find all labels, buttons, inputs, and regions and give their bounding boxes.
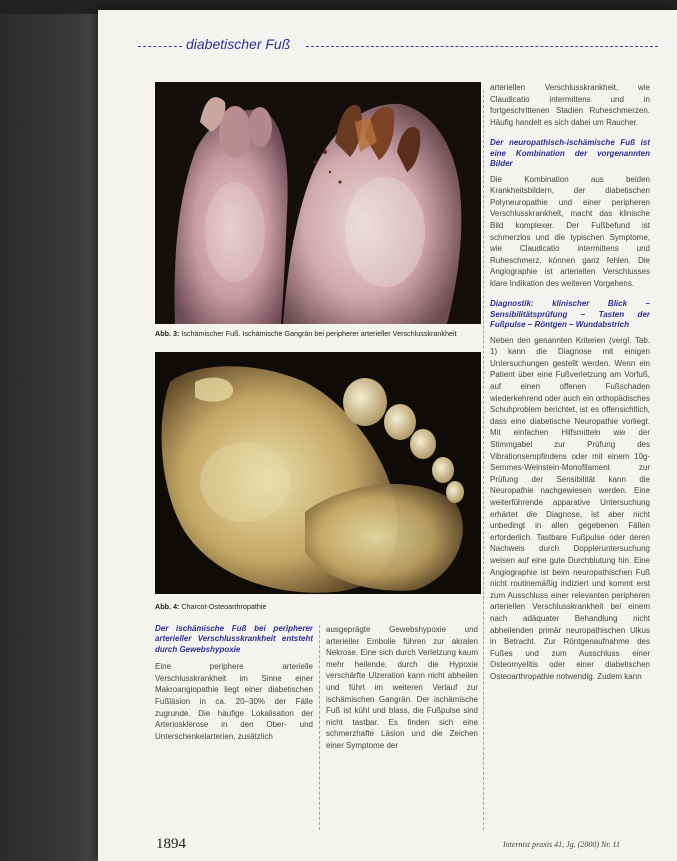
right-column-paragraph-2: Neben den genannten Kriterien (vergl. Tab. 1) kann die Diagnose mit einigen Untersuchungen gestellt werden. Wenn ein Patient über eine Fußverletzung am Vorfuß, auf einen offenen Fußschaden wiederkehrend oder auch ein orthopädisches Schuhproblem berichtet, ist es offensichtlich, dass eine diabetische Neuropathie vorliegt. Mit einfachen Hilfsmitteln wie der Stimmgabel zur Prüfung des Vibrationsempfindens oder mit einem 10g-Semmes-Weinstein-Monofilament zur Prüfung der Sensibilität kann die Neuropathie nachgewiesen werden. Eine weiterführende apparative Untersuchung erhärtet die Diagnose, ist aber nicht unbedingt in allen gegebenen Fällen erforderlich. Tastbare Fußpulse oder deren Nachweis durch Doppleruntersuchung weisen auf eine gute Durchblutung hin. Eine Angiographie ist beim neuropathischen Fuß nicht routinemäßig indiziert und kommt erst zum Ausschluss einer relevanten peripheren arteriellen Verschlusskrankheit bei einem nach adäquater Behandlung nicht abheilenden primär neuropathischen Ulkus in Betracht. Zur Röntgenaufnahme des Fußes und zum Ausschluss einer Osteomyelitis oder einer diabetischen Osteoarthropathie notwendig. Zudem kann: [490, 335, 650, 681]
right-column-subhead-1: Der neuropathisch-ischämische Fuß ist eine Kombination der vorgenannten Bilder: [490, 138, 650, 169]
column-divider-right: [483, 90, 484, 830]
figure-3-label: Abb. 3:: [155, 329, 180, 338]
section-title: diabetischer Fuß: [186, 36, 291, 52]
header-rule-right: [306, 46, 658, 47]
figure-3-text: Ischämischer Fuß. Ischämische Gangrän bei peripherer arterieller Verschlusskrankheit: [181, 329, 457, 338]
figure-3-caption: [155, 329, 481, 338]
left-column-paragraph: Eine periphere arterielle Verschlusskrankheit im Sinne einer Makroangiopathie liegt einer diabetischen Fußläsion in ca. 20–30% der Fälle zugrunde. Die häufige Lokalisation der Arteriosklerose in den Ober- und Unterschenkelarterien, zusätzlich: [155, 662, 313, 741]
right-column-paragraph-1: Die Kombination aus beiden Krankheitsbildern, der diabetischen Polyneuropathie und einer peripheren Verschlusskrankheit, macht das klinische Bild komplexer. Der Fußbefund ist schmerzlos und die typischen Symptome, wie Claudicatio intermittens und Ruheschmerz, können ganz fehlen. Die Angiographie ist arteriellen Verschlusses klare Indikation des weiteren Vorgehens.: [490, 174, 650, 288]
page-backdrop: [0, 0, 110, 861]
right-column-intro: arteriellen Verschlusskrankheit, wie Claudicatio intermittens und in fortgeschrittenen Stadien Ruheschmerzen. Häufig handelt es sich dabei um Raucher.: [490, 83, 650, 127]
page-number: 1894: [156, 836, 186, 852]
section-header: [138, 36, 658, 56]
charcot-foot-illustration: [155, 352, 481, 594]
magazine-page: [98, 10, 677, 861]
right-column-subhead-2: Diagnostik: klinischer Blick – Sensibilitätsprüfung – Tasten der Fußpulse – Röntgen – Wundabstrich: [490, 299, 650, 330]
left-column-subhead: Der ischämische Fuß bei peripherer arterieller Verschlusskrankheit entsteht durch Gewebshypoxie: [155, 624, 313, 654]
figure-4-caption: [155, 602, 481, 611]
figure-4-label: Abb. 4:: [155, 602, 180, 611]
column-divider-left: [319, 625, 320, 830]
middle-column-paragraph: ausgeprägte Gewebshypoxie und arterieller Embolie führen zur akralen Nekrose. Eine sich durch Verletzung kaum mehr heilende, durch die Hypoxie verschärfte Ulzeration kann nicht abheilen und führt im weiteren Verlauf zur ischämischen Gangrän. Der ischämische Fuß ist kühl und blass, die Fußpulse sind nicht tastbar. Es finden sich eine schmerzhafte Läsion und die Zeichen einer Symptome der: [326, 625, 478, 750]
right-column: [490, 82, 650, 827]
middle-column: [326, 624, 478, 824]
figure-charcot-foot-photo: [155, 352, 481, 594]
left-column: [155, 614, 313, 824]
figure-ischemic-foot-photo: [155, 82, 481, 324]
header-rule-left: [138, 46, 182, 47]
figure-4-text: Charcot-Osteoarthropathie: [181, 602, 267, 611]
journal-reference: Internist praxis 41, Jg. (2000) Nr. 11: [503, 840, 620, 849]
ischemic-foot-illustration: [155, 82, 481, 324]
